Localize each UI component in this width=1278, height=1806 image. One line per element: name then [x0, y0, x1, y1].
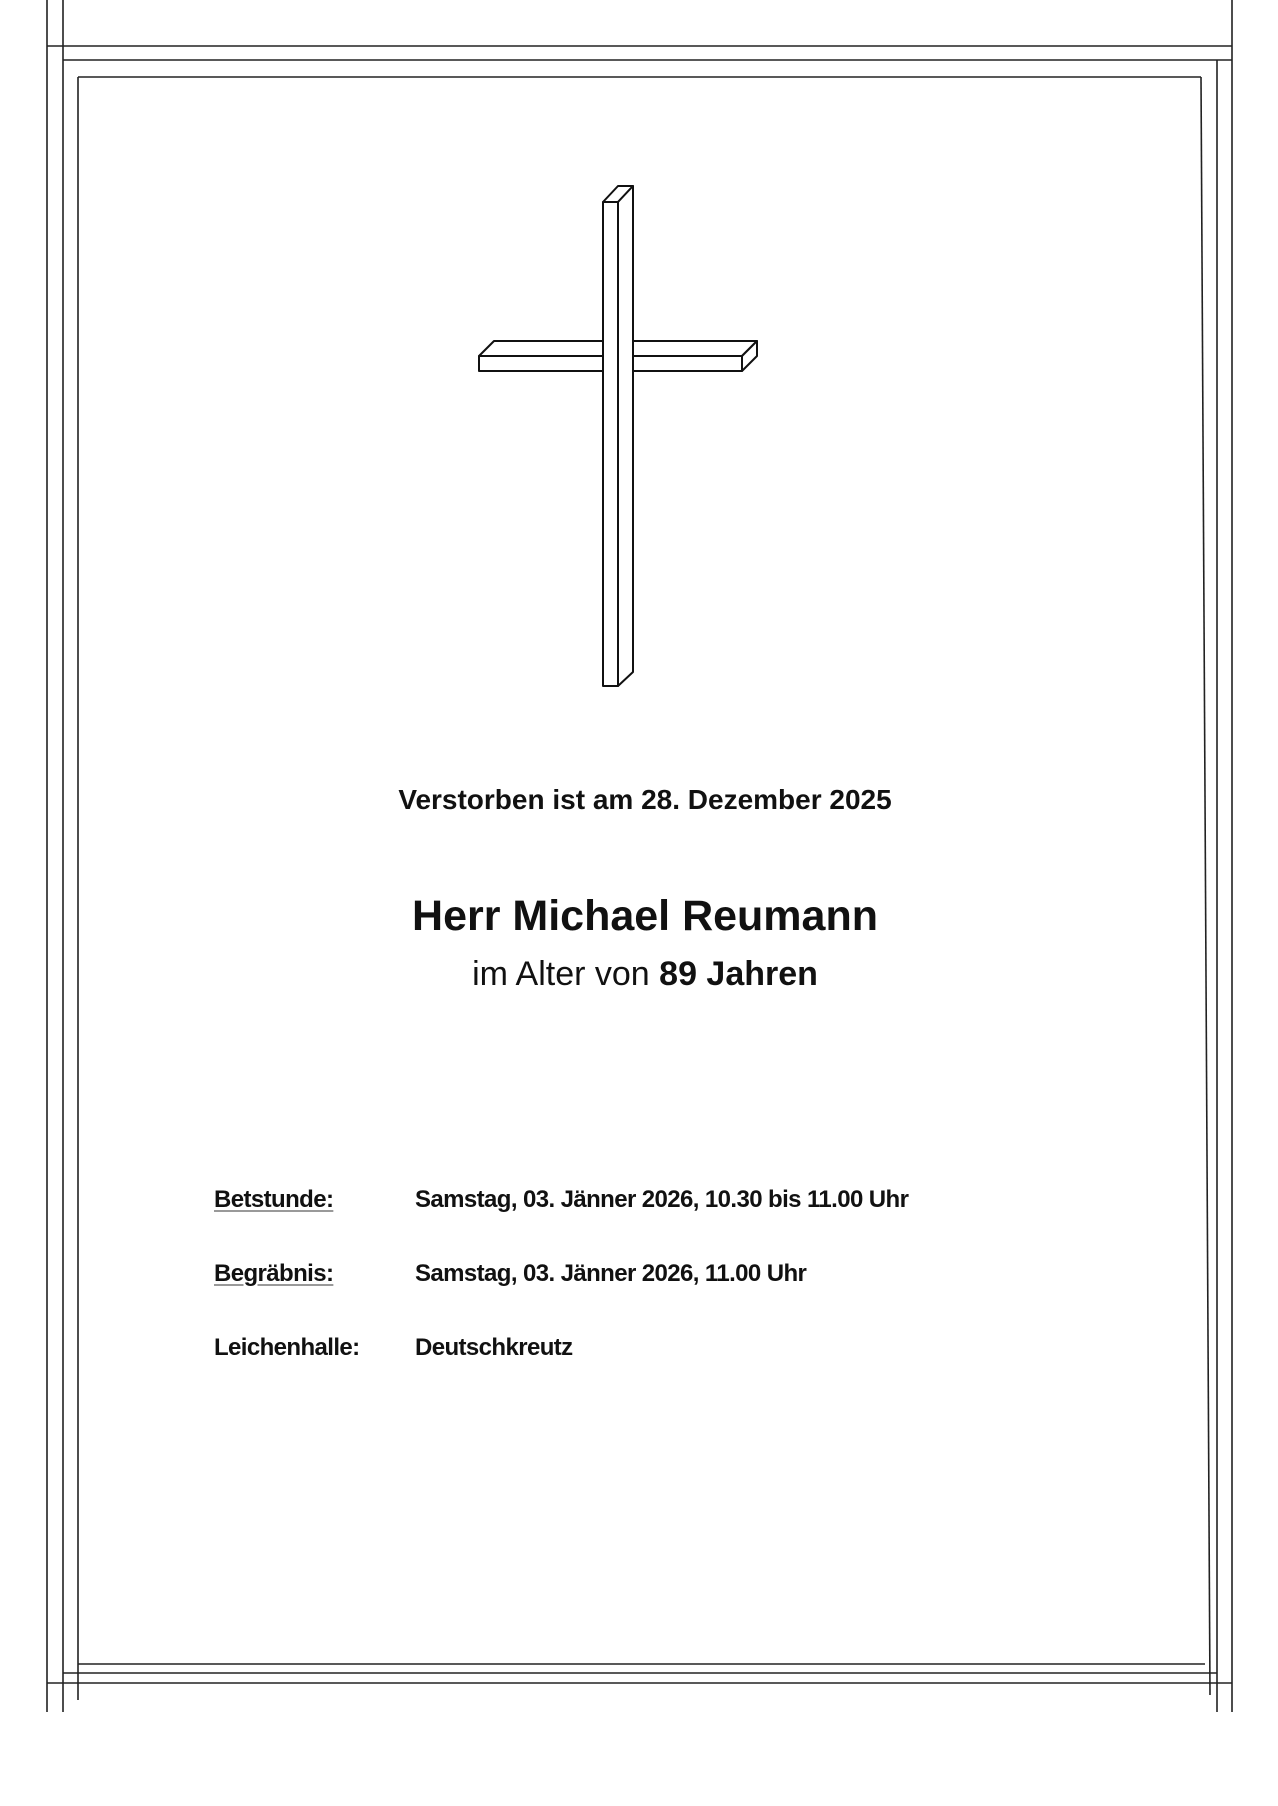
age-value: 89 Jahren: [659, 955, 818, 993]
detail-label: Betstunde:: [214, 1186, 334, 1213]
detail-value: Samstag, 03. Jänner 2026, 10.30 bis 11.00 Uhr: [415, 1186, 909, 1213]
detail-label: Begräbnis:: [214, 1260, 334, 1287]
detail-value: Samstag, 03. Jänner 2026, 11.00 Uhr: [415, 1260, 807, 1287]
deceased-name: Herr Michael Reumann: [412, 892, 878, 940]
detail-value: Deutschkreutz: [415, 1334, 573, 1361]
age-prefix: im Alter von: [472, 955, 650, 993]
death-date-line: Verstorben ist am 28. Dezember 2025: [398, 784, 892, 815]
detail-label: Leichenhalle:: [214, 1334, 360, 1361]
cross-icon: [0, 0, 1278, 800]
age-line: [0, 955, 1278, 994]
